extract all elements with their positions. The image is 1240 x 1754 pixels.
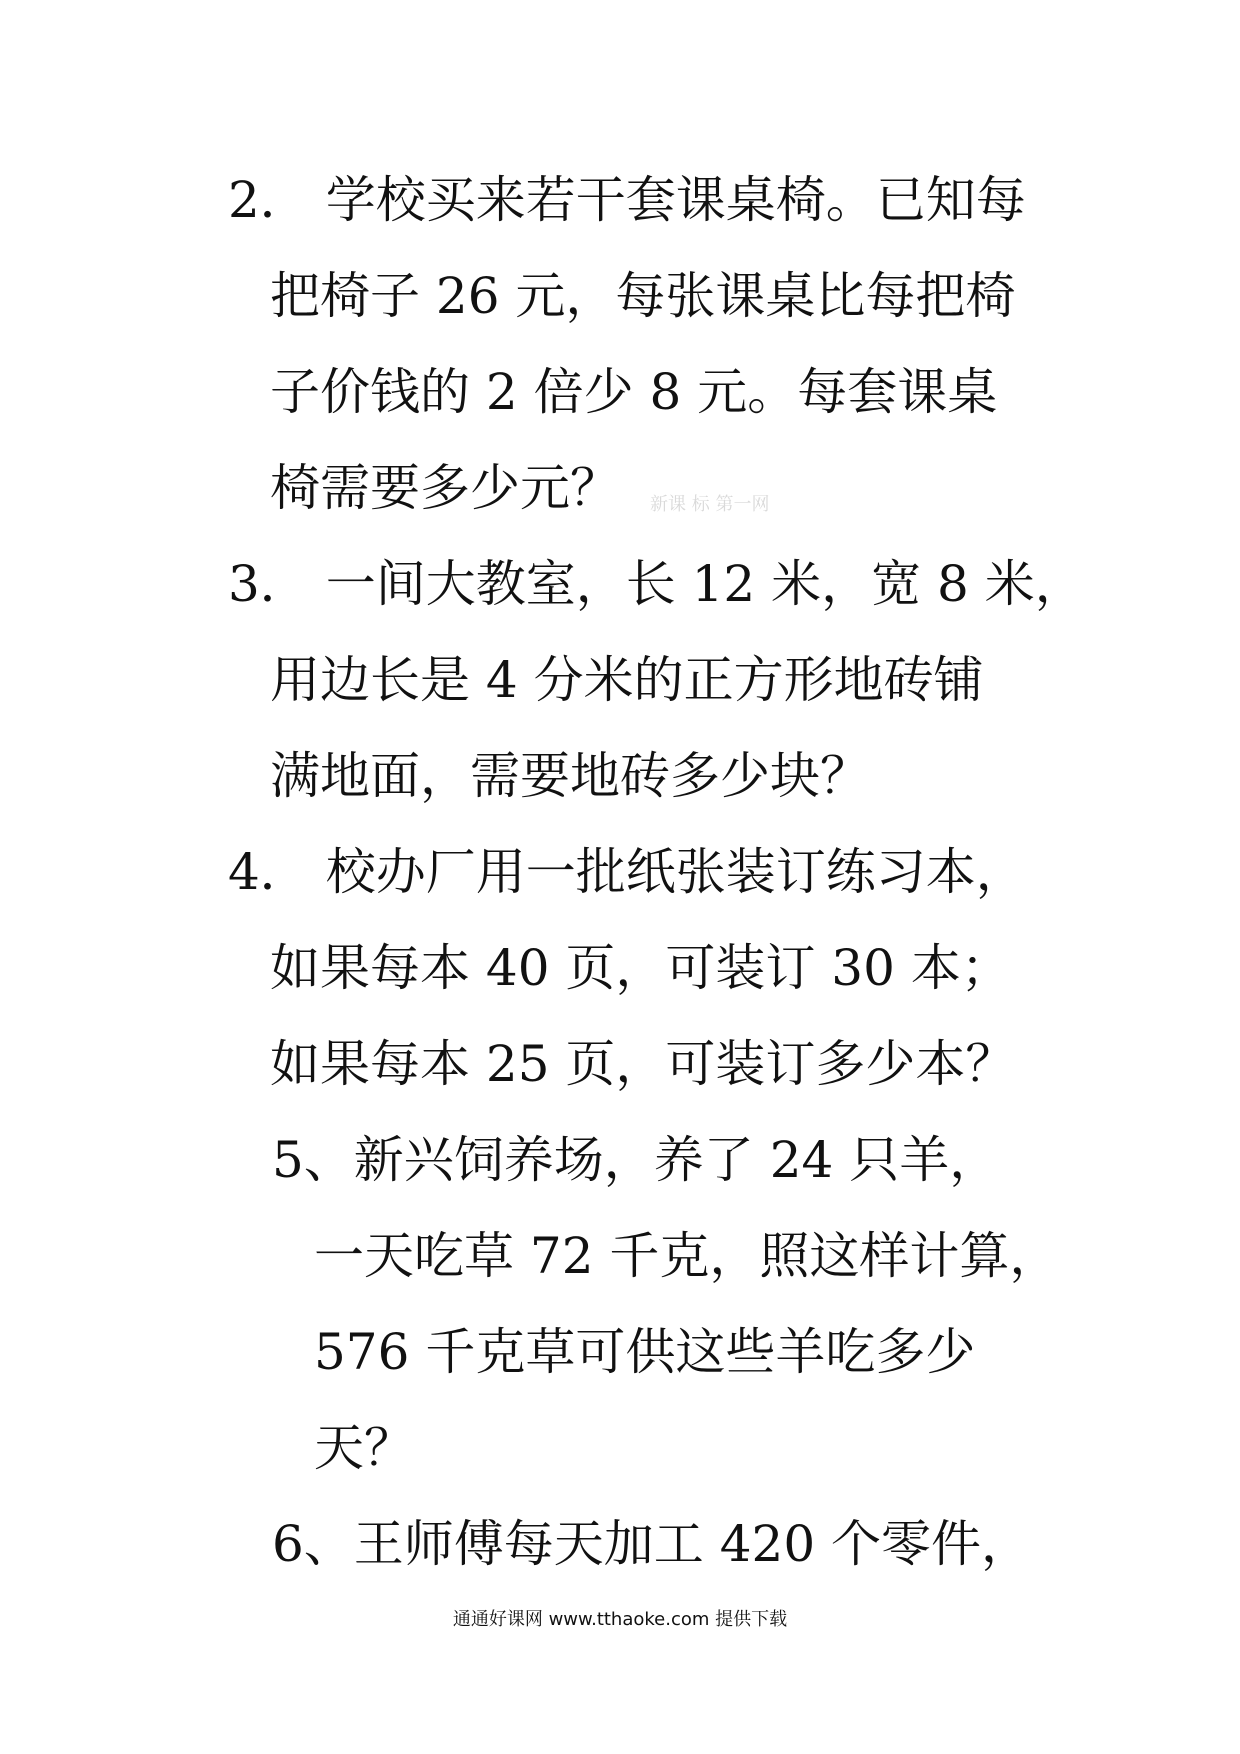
problem-3-line-3: 满地面，需要地砖多少块？ [270,747,870,805]
problem-4-line-2: 如果每本 40 页，可装订 30 本； [270,939,1011,997]
problem-2-line-2: 把椅子 26 元，每张课桌比每把椅 [270,267,1016,325]
problem-5-line-3: 576 千克草可供这些羊吃多少 [314,1323,976,1381]
problem-2-line-1: 2． 学校买来若干套课桌椅。已知每 [228,171,1026,229]
problem-5-line-2: 一天吃草 72 千克，照这样计算， [314,1227,1060,1285]
problem-4-line-3: 如果每本 25 页，可装订多少本？ [270,1035,1016,1093]
footer-text: 通通好课网 www.tthaoke.com 提供下载 [452,1609,788,1630]
problem-4-line-1: 4． 校办厂用一批纸张装订练习本， [228,843,1026,901]
problem-5-line-4: 天？ [314,1419,414,1477]
problem-3-line-1: 3． 一间大教室，长 12 米，宽 8 米， [228,555,1085,613]
problem-2-line-4: 椅需要多少元？ [270,459,620,517]
watermark: 新课 标 第一网 [650,494,770,515]
problem-5-line-1: 5、新兴饲养场，养了 24 只羊， [272,1131,1000,1189]
problem-2-line-3: 子价钱的 2 倍少 8 元。每套课桌 [270,363,998,421]
problem-3-line-2: 用边长是 4 分米的正方形地砖铺 [270,651,984,709]
problem-6-line-1: 6、王师傅每天加工 420 个零件， [272,1515,1032,1573]
